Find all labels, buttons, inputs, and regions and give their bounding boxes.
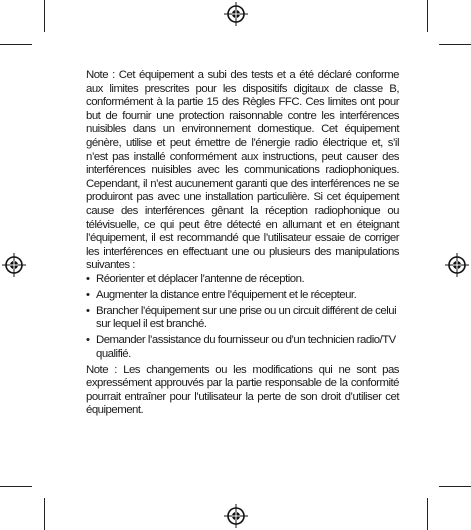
registration-mark-right-icon xyxy=(445,253,469,277)
bullet-icon: • xyxy=(86,288,90,301)
notice-intro-paragraph: Note : Cet équipement a subi des tests et a été déclaré conforme aux limites prescrites pour les dispositifs digitaux de classe B, conformément à la partie 15 des Règles FFC. Ces limites ont pour but de fournir une protection raisonnable contre les interférences nuisibles dans un environnement domestique. Cet équipement génère, utilise et peut émettre de l’énergie radio électrique et, s’il n’est pas installé conformément aux instructions, peut causer des interférences nuisibles avec les communications radiophoniques. Cependant, il n’est aucunement garanti que des interférences ne se produiront pas avec une installation particulière. Si cet équipement cause des interférences gênant la réception radiophonique ou télévisuelle, ce qui peut être détecté en allumant et en éteignant l’équipement, il est recommandé que l’utilisateur essaie de corriger les interférences en effectuant une ou plusieurs des manipulations suivantes : xyxy=(86,69,399,272)
list-item xyxy=(86,289,399,303)
fcc-notice-text xyxy=(86,69,399,418)
crop-mark-bottom-right xyxy=(427,498,428,530)
crop-mark-top-left xyxy=(44,0,45,32)
list-item-text: Réorienter et déplacer l’antenne de réception. xyxy=(96,272,305,285)
crop-mark-left-top xyxy=(0,44,32,45)
crop-mark-top-right xyxy=(427,0,428,32)
bullet-icon: • xyxy=(86,304,90,317)
list-item xyxy=(86,273,399,287)
crop-mark-bottom-left xyxy=(44,498,45,530)
bullet-icon: • xyxy=(86,334,90,347)
notice-closing-paragraph: Note : Les changements ou les modifications qui ne sont pas expressément approuvés par la partie responsable de la conformité pourrait entraîner pour l’utilisateur la perte de son droit d’utiliser cet équipement. xyxy=(86,363,399,417)
manipulation-list xyxy=(86,273,399,361)
crop-mark-left-bottom xyxy=(0,486,32,487)
list-item xyxy=(86,334,399,361)
registration-mark-bottom-icon xyxy=(224,504,248,528)
list-item-text: Augmenter la distance entre l’équipement et le récepteur. xyxy=(96,288,357,301)
crop-mark-right-top xyxy=(439,44,471,45)
list-item-text: Brancher l’équipement sur une prise ou un circuit différent de celui sur lequel il est branché. xyxy=(96,304,397,331)
list-item xyxy=(86,305,399,332)
registration-mark-left-icon xyxy=(2,253,26,277)
registration-mark-top-icon xyxy=(224,2,248,26)
crop-mark-right-bottom xyxy=(439,486,471,487)
list-item-text: Demander l’assistance du fournisseur ou d’un technicien radio/TV qualifié. xyxy=(96,334,396,360)
bullet-icon: • xyxy=(86,272,90,285)
